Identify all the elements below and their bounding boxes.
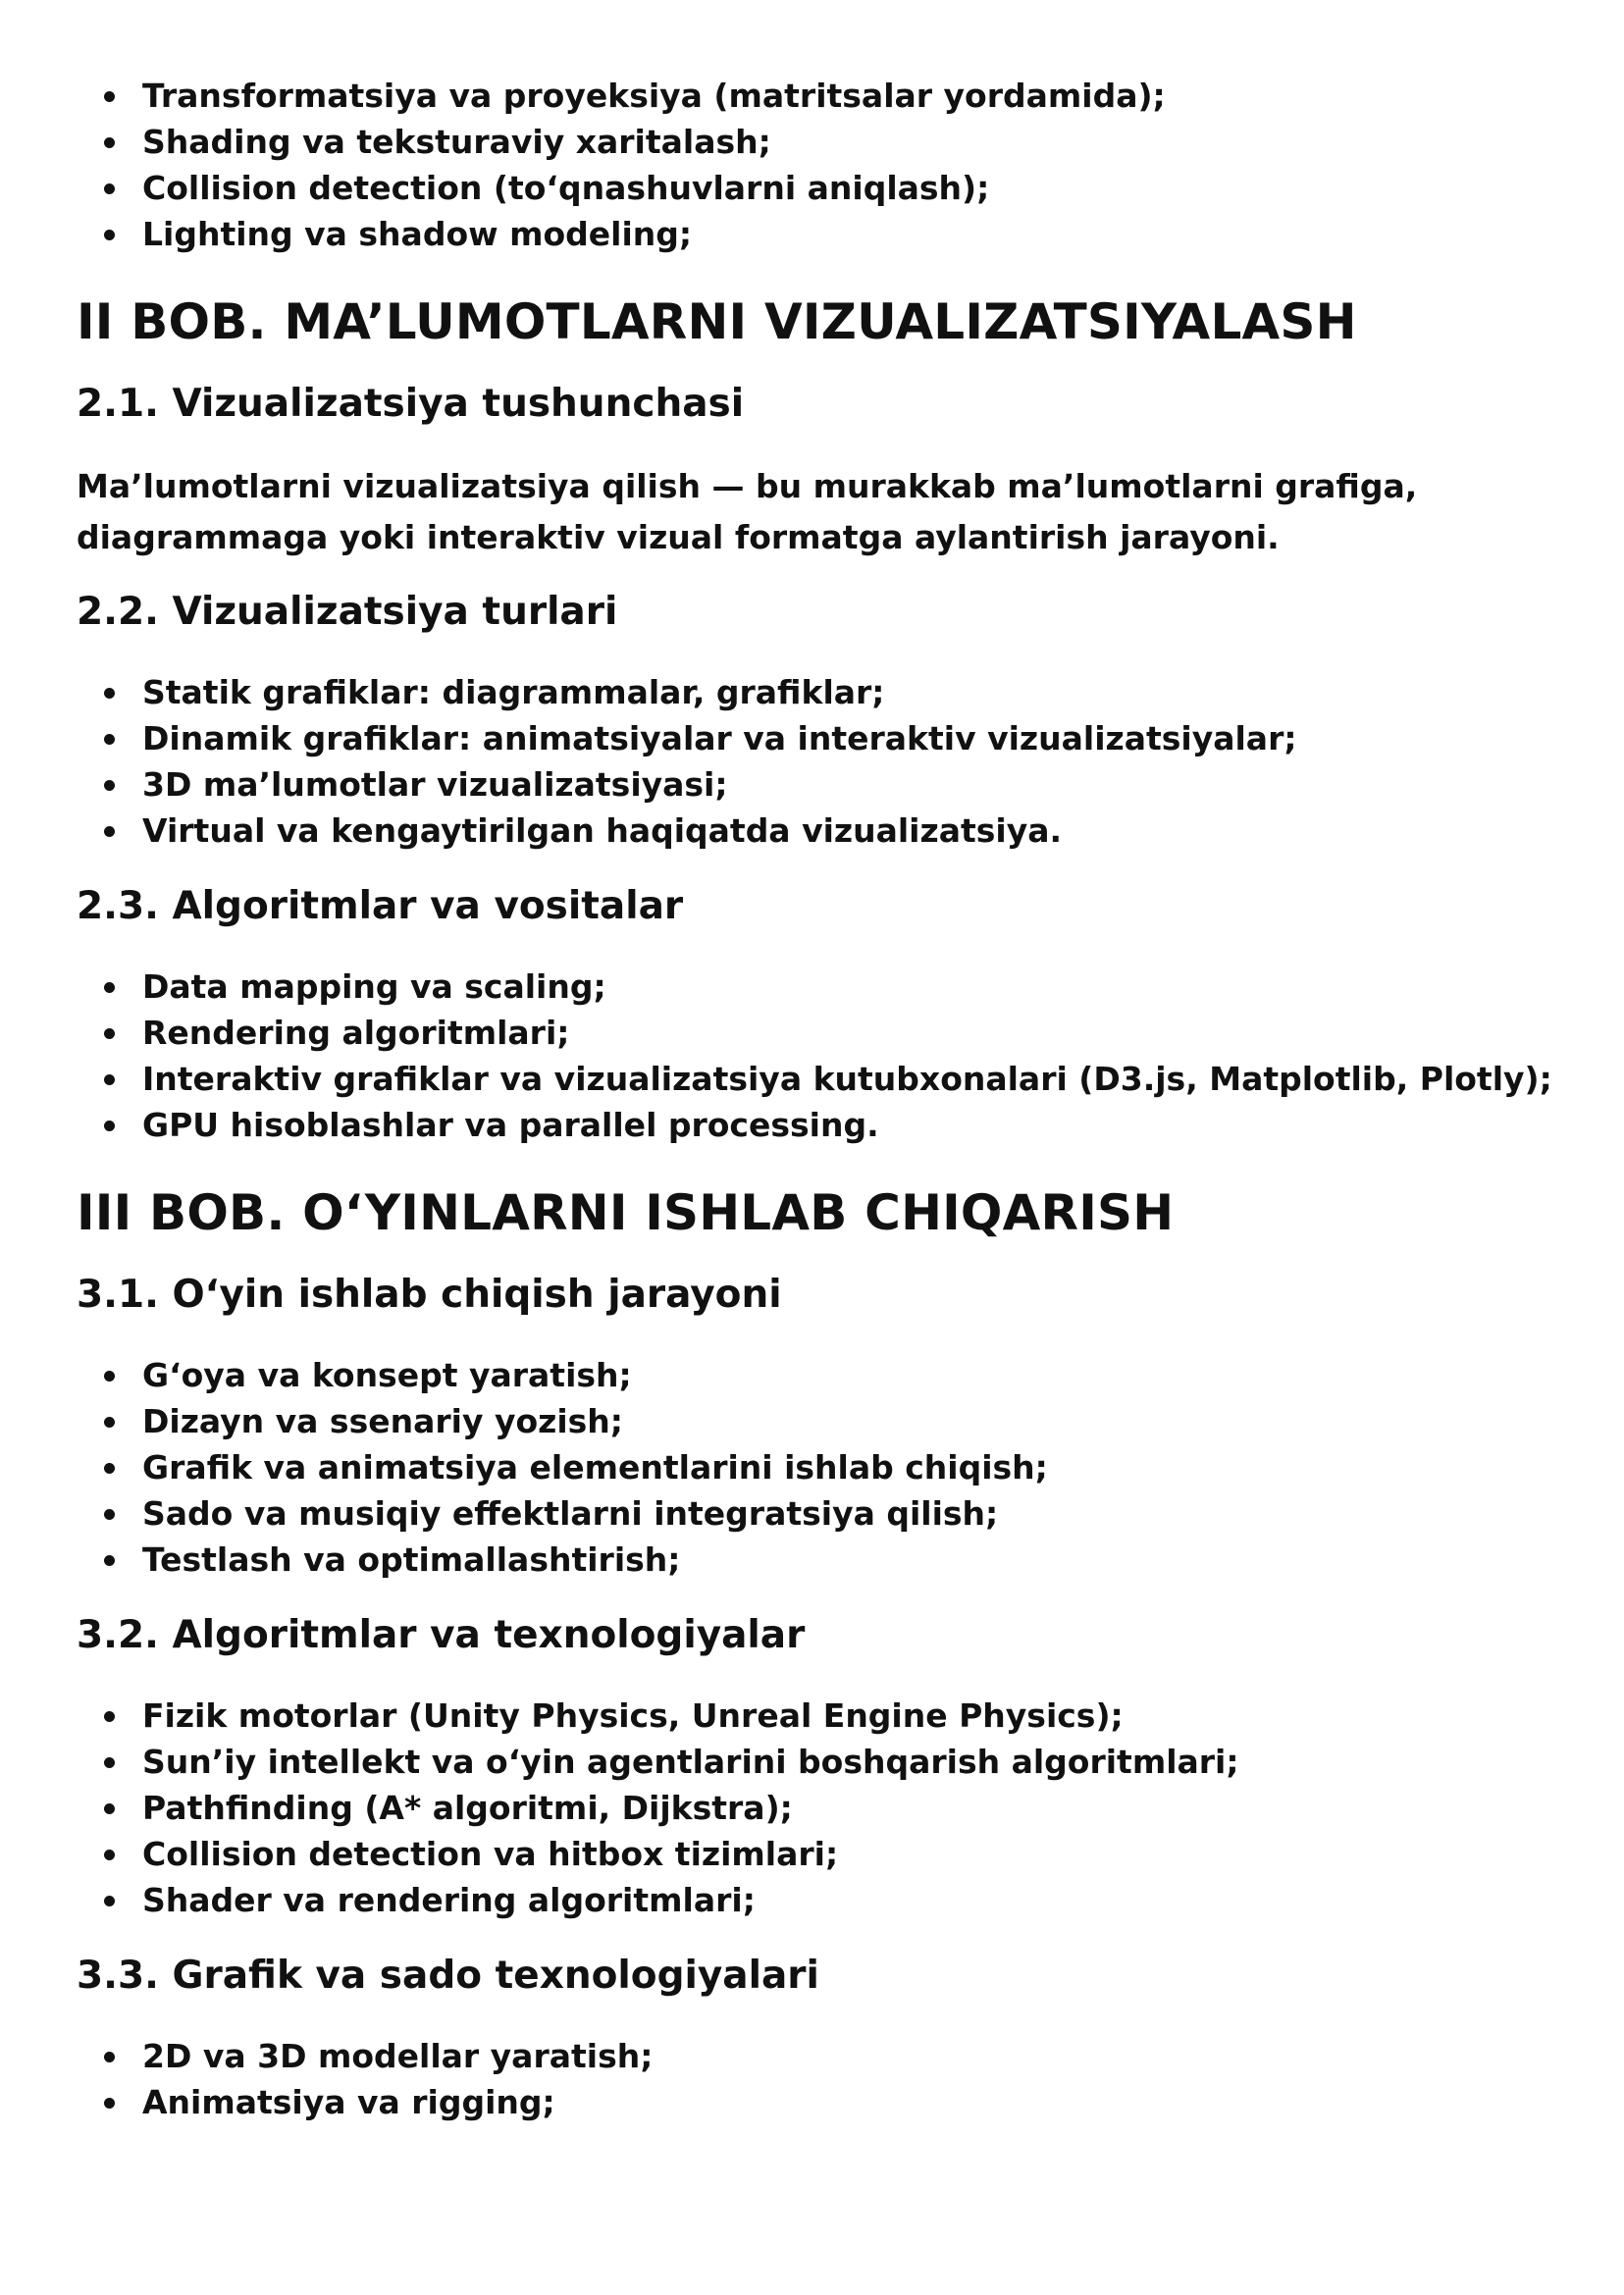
list-item: Virtual va kengaytirilgan haqiqatda vizualizatsiya. xyxy=(77,808,1545,854)
section-3-1-heading: 3.1. O‘yin ishlab chiqish jarayoni xyxy=(77,1273,782,1317)
list-item: Fizik motorlar (Unity Physics, Unreal Engine Physics); xyxy=(77,1693,1545,1739)
chapter-3-heading: III BOB. O‘YINLARNI ISHLAB CHIQARISH xyxy=(77,1184,1175,1241)
list-item: Testlash va optimallashtirish; xyxy=(77,1537,1545,1583)
list-item: 2D va 3D modellar yaratish; xyxy=(77,2033,1545,2079)
list-item: 3D ma’lumotlar vizualizatsiyasi; xyxy=(77,761,1545,808)
section-2-2-heading: 2.2. Vizualizatsiya turlari xyxy=(77,590,618,634)
section-3-3-heading: 3.3. Grafik va sado texnologiyalari xyxy=(77,1954,819,1998)
list-item: Lighting va shadow modeling; xyxy=(77,211,1545,257)
list-item: Sun’iy intellekt va o‘yin agentlarini boshqarish algoritmlari; xyxy=(77,1739,1545,1785)
list-item: Interaktiv grafiklar va vizualizatsiya kutubxonalari (D3.js, Matplotlib, Plotly); xyxy=(77,1056,1545,1102)
list-item: G‘oya va konsept yaratish; xyxy=(77,1352,1545,1398)
section-3-3-list xyxy=(77,2033,1545,2125)
section-3-1-list xyxy=(77,1352,1545,1583)
list-item: Collision detection (to‘qnashuvlarni aniqlash); xyxy=(77,165,1545,211)
list-item: Shading va teksturaviy xaritalash; xyxy=(77,119,1545,165)
list-item: Collision detection va hitbox tizimlari; xyxy=(77,1831,1545,1877)
list-item: GPU hisoblashlar va parallel processing. xyxy=(77,1102,1545,1148)
section-2-3-list xyxy=(77,964,1552,1148)
section-3-2-list xyxy=(77,1693,1545,1923)
list-item: Dinamik grafiklar: animatsiyalar va interaktiv vizualizatsiyalar; xyxy=(77,715,1545,761)
list-item: Statik grafiklar: diagrammalar, grafiklar; xyxy=(77,669,1545,715)
intro-bullet-list xyxy=(77,73,1545,257)
list-item: Sado va musiqiy effektlarni integratsiya qilish; xyxy=(77,1490,1545,1537)
section-2-3-heading: 2.3. Algoritmlar va vositalar xyxy=(77,884,684,928)
list-item: Animatsiya va rigging; xyxy=(77,2079,1545,2125)
list-item: Dizayn va ssenariy yozish; xyxy=(77,1398,1545,1444)
section-2-1-paragraph: Ma’lumotlarni vizualizatsiya qilish — bu murakkab ma’lumotlarni grafiga, diagrammaga yoki interaktiv vizual formatga aylantirish jarayoni. xyxy=(77,467,1418,556)
list-item: Rendering algoritmlari; xyxy=(77,1010,1545,1056)
section-2-1-heading: 2.1. Vizualizatsiya tushunchasi xyxy=(77,382,745,426)
list-item: Grafik va animatsiya elementlarini ishlab chiqish; xyxy=(77,1444,1545,1490)
list-item: Transformatsiya va proyeksiya (matritsalar yordamida); xyxy=(77,73,1545,119)
list-item: Shader va rendering algoritmlari; xyxy=(77,1877,1545,1923)
section-2-2-list xyxy=(77,669,1545,854)
chapter-2-heading: II BOB. MA’LUMOTLARNI VIZUALIZATSIYALASH xyxy=(77,293,1357,350)
section-3-2-heading: 3.2. Algoritmlar va texnologiyalar xyxy=(77,1613,806,1657)
list-item: Pathfinding (A* algoritmi, Dijkstra); xyxy=(77,1785,1545,1831)
list-item: Data mapping va scaling; xyxy=(77,964,1545,1010)
